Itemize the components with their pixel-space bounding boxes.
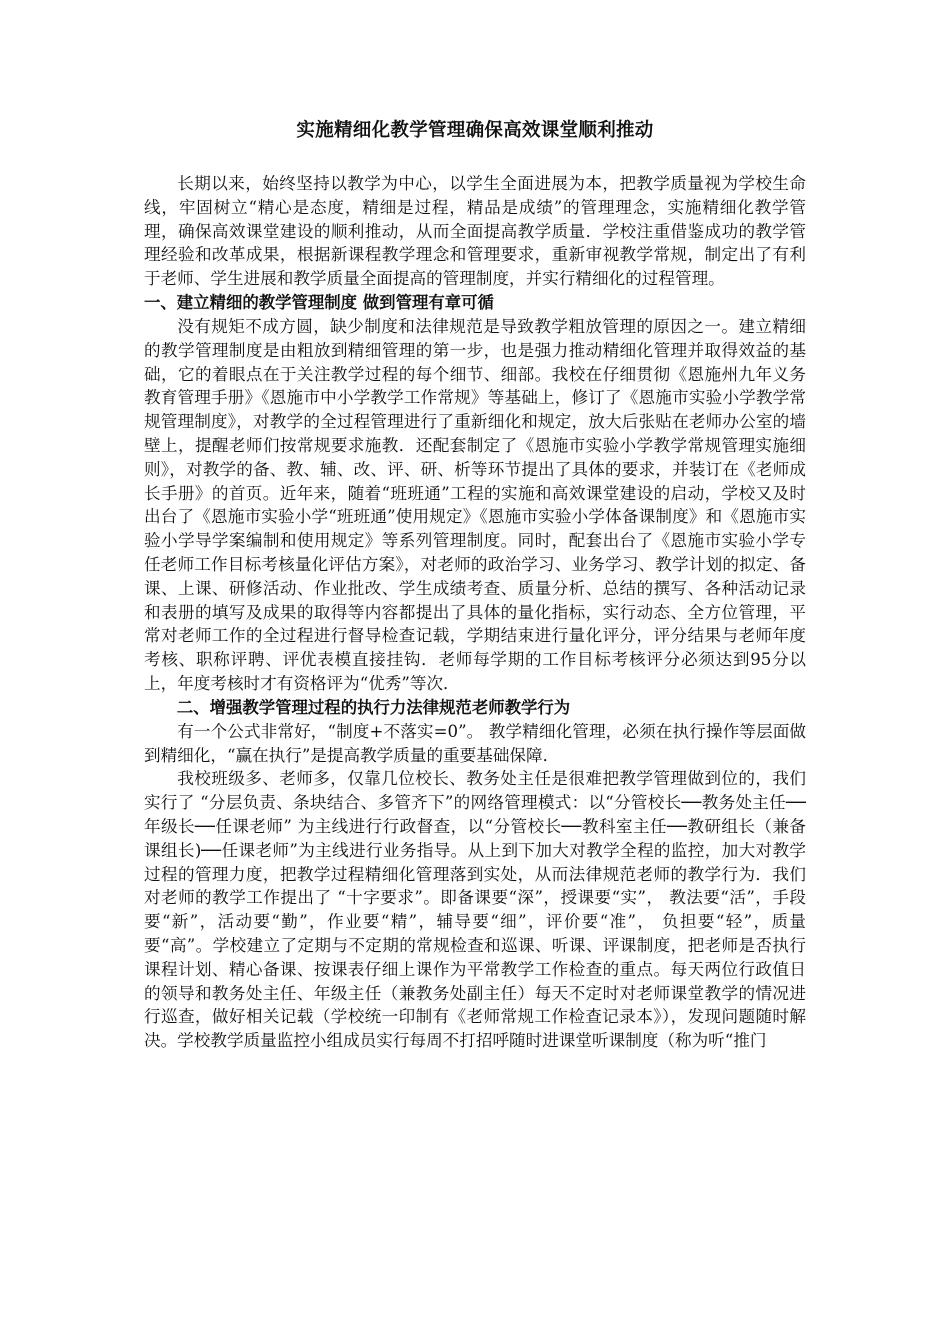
intro-paragraph: 长期以来，始终坚持以教学为中心，以学生全面进展为本，把教学质量视为学校生命线，牢固树立“精心是态度，精细是过程，精品是成绩”的管理理念，实施精细化教学管理，确保高效课堂建设的顺利推动，从而全面提高教学质量．学校注重借鉴成功的教学管理经验和改革成果，根据新课程教学理念和管理要求，重新审视教学常规，制定出了有利于老师、学生进展和教学质量全面提高的管理制度，并实行精细化的过程管理。 xyxy=(144,174,806,289)
section-1-heading: 一、建立精细的教学管理制度 做到管理有章可循 xyxy=(144,292,494,312)
section-2-paragraph-1: 有一个公式非常好，“制度+不落实=0”。 教学精细化管理，必须在执行操作等层面做到精细化，“赢在执行”是提高教学质量的重要基础保障． xyxy=(144,721,806,765)
section-1-paragraph: 没有规矩不成方圆，缺少制度和法律规范是导致教学粗放管理的原因之一。建立精细的教学管理制度是由粗放到精细管理的第一步，也是强力推动精细化管理并取得效益的基础，它的着眼点在于关注教学过程的每个细节、细部。我校在仔细贯彻《恩施州九年义务教育管理手册》《恩施市中小学教学工作常规》等基础上，修订了《恩施市实验小学教学常规管理制度》，对教学的全过程管理进行了重新细化和规定，放大后张贴在老师办公室的墙壁上，提醒老师们按常规要求施教．还配套制定了《恩施市实验小学教学常规管理实施细则》，对教学的备、教、辅、改、评、研、析等环节提出了具体的要求，并装订在《老师成长手册》的首页。近年来，随着“班班通”工程的实施和高效课堂建设的启动，学校又及时出台了《恩施市实验小学“班班通”使用规定》《恩施市实验小学体备课制度》和《恩施市实验小学导学案编制和使用规定》等系列管理制度。同时，配套出台了《恩施市实验小学专任老师工作目标考核量化评估方案》，对老师的政治学习、业务学习、教学计划的拟定、备课、上课、研修活动、作业批改、学生成绩考查、质量分析、总结的撰写、各种活动记录和表册的填写及成果的取得等内容都提出了具体的量化指标，实行动态、全方位管理，平常对老师工作的全过程进行督导检查记载，学期结束进行量化评分，评分结果与老师年度考核、职称评聘、评优表模直接挂钩．老师每学期的工作目标考核评分必须达到95分以上，年度考核时才有资格评为“优秀”等次． xyxy=(144,316,806,693)
section-2-paragraph-2: 我校班级多、老师多，仅靠几位校长、教务处主任是很难把教学管理做到位的，我们实行了 “分层负责、条块结合、多管齐下”的网络管理模式：以“分管校长──教务处主任──年级长──任课老师” 为主线进行行政督查，以“分管校长──教科室主任──教研组长（兼备课组长)──任课老师”为主线进行业务指导。从上到下加大对教学全程的监控，加大对教学过程的管理力度，把教学过程精细化管理落到实处，从而法律规范老师的教学行为．我们对老师的教学工作提出了 “十字要求”。即备课要“深”，授课要“实”， 教法要“活”，手段要“新”，活动要“勤”，作业要“精”，辅导要“细”，评价要“准”， 负担要“轻”，质量要“高”。学校建立了定期与不定期的常规检查和巡课、听课、评课制度，把老师是否执行课程计划、精心备课、按课表仔细上课作为平常教学工作检查的重点。每天两位行政值日的领导和教务处主任、年级主任（兼教务处副主任）每天不定时对老师课堂教学的情况进行巡查，做好相关记载（学校统一印制有《老师常规工作检查记录本》），发现问题随时解决。学校教学质量监控小组成员实行每周不打招呼随时进课堂听课制度（称为听“推门 xyxy=(144,769,806,1051)
document-page xyxy=(144,118,806,1053)
document-title: 实施精细化教学管理确保高效课堂顺利推动 xyxy=(296,120,654,141)
section-2-heading: 二、增强教学管理过程的执行力法律规范老师教学行为 xyxy=(176,697,571,717)
